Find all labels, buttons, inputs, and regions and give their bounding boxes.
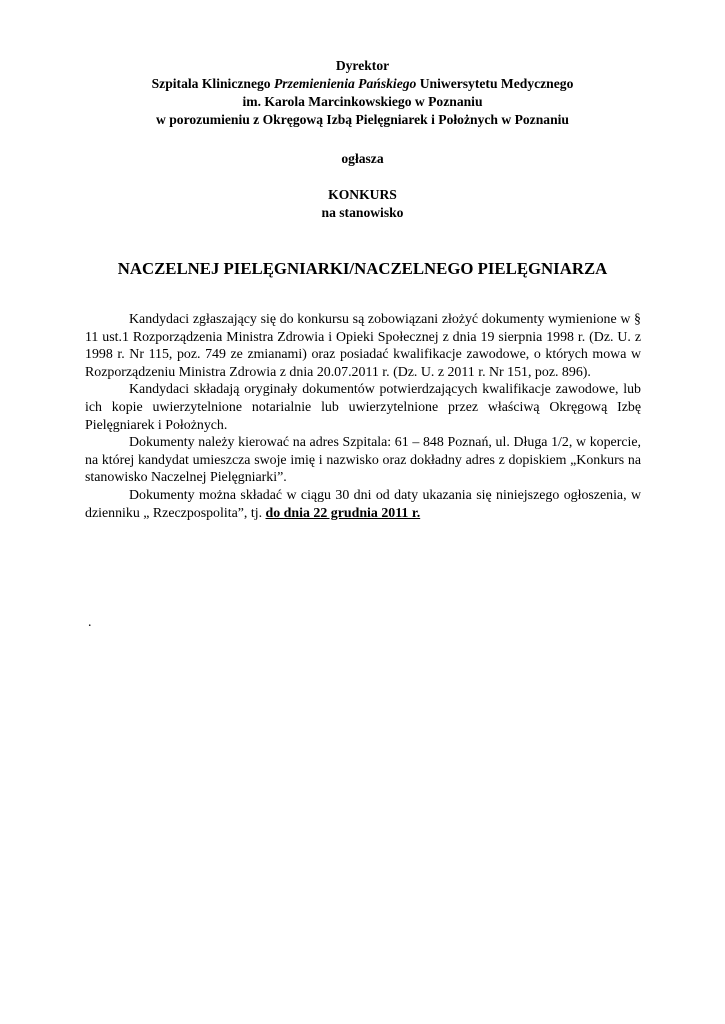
header-hospital <box>60 75 665 93</box>
deadline-intro: Dokumenty można składać w ciągu 30 dni od daty ukazania się niniejszego ogłoszenia, w dzienniku „ Rzeczpospolita”, tj. <box>85 487 641 521</box>
header-hospital-pre: Szpitala Klinicznego <box>151 76 274 91</box>
stray-mark: . <box>88 615 92 630</box>
position-title: NACZELNEJ PIELĘGNIARKI/NACZELNEGO PIELĘGNIARZA <box>117 259 608 278</box>
header-agreement: w porozumieniu z Okręgową Izbą Pielęgniarek i Położnych w Poznaniu <box>156 112 569 127</box>
header-director: Dyrektor <box>335 58 390 73</box>
issuer-header <box>60 57 665 129</box>
paragraph-originals: Kandydaci składają oryginały dokumentów potwierdzających kwalifikacje zawodowe, lub ich kopie uwierzytelnione notarialnie lub uwierzytelnione przez właściwą Okręgową Izbę Pielęgniarek i Położnych. <box>85 382 641 433</box>
header-patron: im. Karola Marcinkowskiego w Poznaniu <box>242 94 483 109</box>
contest-subtitle: na stanowisko <box>321 205 404 220</box>
paragraph-address: Dokumenty należy kierować na adres Szpitala: 61 – 848 Poznań, ul. Długa 1/2, w kopercie, na której kandydat umieszcza swoje imię i nazwisko oraz dokładny adres z dopiskiem „Konkurs na stanowisko Naczelnej Pielęgniarki”. <box>85 435 641 486</box>
paragraph-deadline <box>85 487 641 522</box>
header-hospital-italic: Przemienienia Pańskiego <box>273 76 417 91</box>
header-hospital-post: Uniwersytetu Medycznego <box>416 76 574 91</box>
announces-label: ogłasza <box>341 151 384 166</box>
announcement-body <box>85 311 641 522</box>
contest-title: KONKURS <box>328 187 397 202</box>
deadline-date: do dnia 22 grudnia 2011 r. <box>265 505 421 521</box>
paragraph-documents: Kandydaci zgłaszający się do konkursu są zobowiązani złożyć dokumenty wymienione w § 11 ust.1 Rozporządzenia Ministra Zdrowia i Opieki Społecznej z dnia 19 sierpnia 1998 r. (Dz. U. z 1998 r. Nr 115, poz. 749 ze zmianami) oraz posiadać kwalifikacje zawodowe, o których mowa w Rozporządzeniu Ministra Zdrowia z dnia 20.07.2011 r. (Dz. U. z 2011 r. Nr 151, poz. 896). <box>85 312 641 380</box>
contest-heading <box>60 186 665 222</box>
